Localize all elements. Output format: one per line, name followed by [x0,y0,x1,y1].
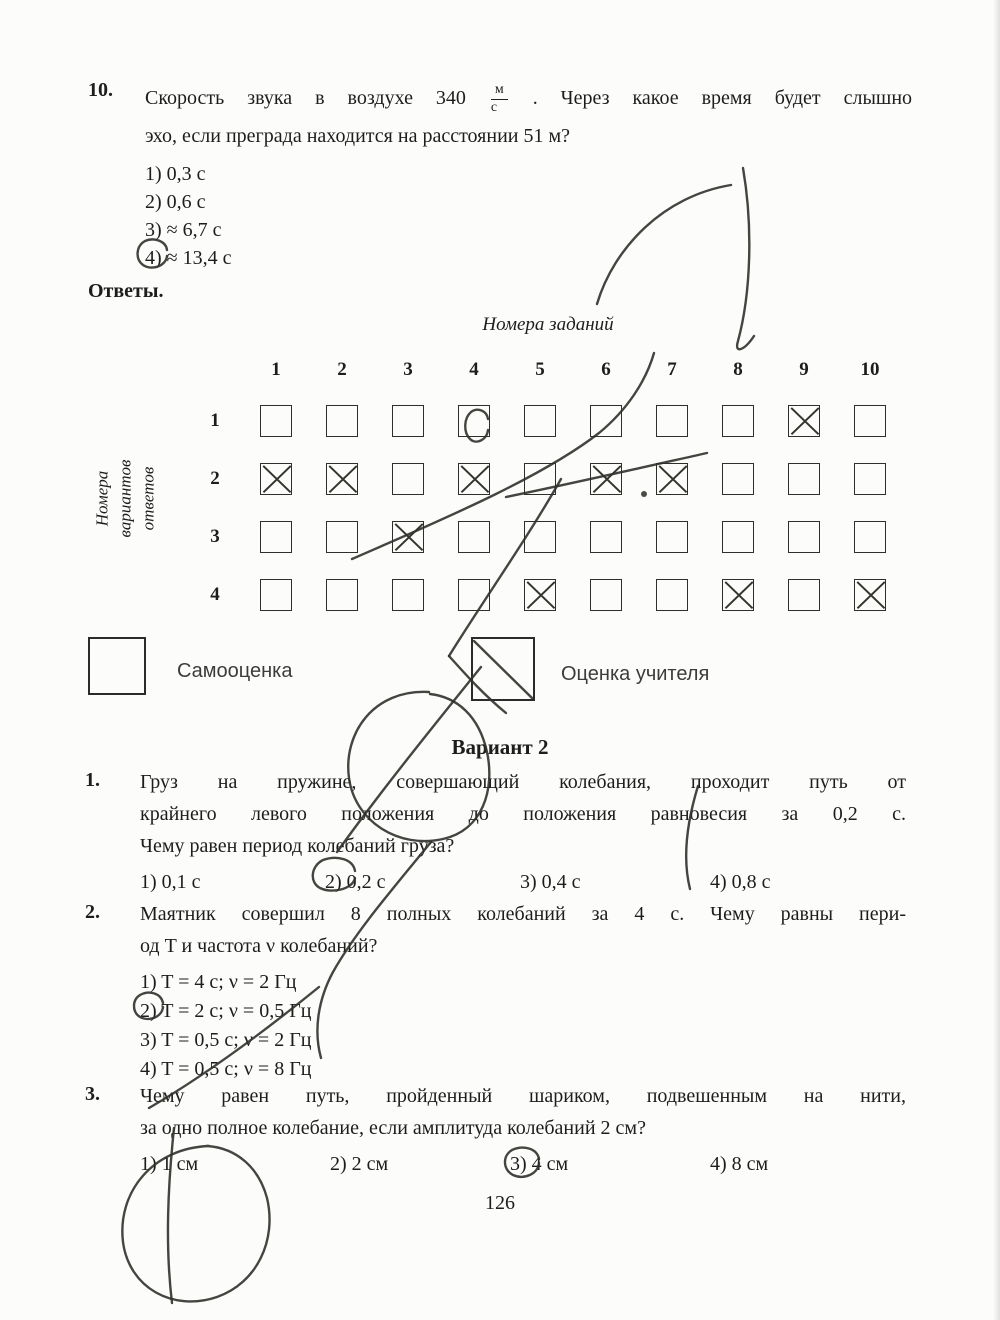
answer-checkbox [260,521,292,553]
option-2: 2) 0,6 с [145,191,206,213]
column-header: 2 [337,359,347,380]
question-text-line: крайнего левого положения до положения равновесия за 0,2 с. [140,803,906,825]
answer-checkbox [458,405,490,437]
row-header: 1 [210,410,220,431]
answers-heading: Ответы. [88,280,164,302]
answer-checkbox [788,521,820,553]
answer-cell [441,392,507,450]
option-4: 4) 0,8 с [710,871,771,893]
option-2: 2) T = 2 с; ν = 0,5 Гц [140,1000,312,1022]
option-3: 3) 4 см [510,1153,569,1175]
task-numbers-title: Номера заданий [482,314,614,335]
column-header: 3 [403,359,413,380]
option-1: 1) 0,3 с [145,163,206,185]
answer-cell [705,450,771,508]
answer-cell [573,392,639,450]
answer-checkbox [458,579,490,611]
teacher-grade-box [471,637,535,701]
answer-cell [243,392,309,450]
answer-cell [573,566,639,624]
answer-cell [507,508,573,566]
answer-cell [375,450,441,508]
answer-cell [375,566,441,624]
question-text-line-1 [145,76,912,120]
answer-checkbox-marked [524,579,556,611]
self-assessment-label: Самооценка [177,660,293,682]
option-3: 3) T = 0,5 с; ν = 2 Гц [140,1029,312,1051]
answer-cell [639,508,705,566]
page-edge-shadow [993,0,1000,1320]
answer-checkbox-marked [590,463,622,495]
option-1: 1) T = 4 с; ν = 2 Гц [140,971,297,993]
answer-cell [243,508,309,566]
answer-cell [639,392,705,450]
answer-checkbox [326,579,358,611]
question-10 [88,76,912,272]
answer-cell [309,566,375,624]
question-number: 10. [88,79,113,101]
column-header: 4 [469,359,479,380]
answer-checkbox [326,521,358,553]
fraction-m-over-s [489,83,510,115]
answer-cell [441,508,507,566]
question-text-line: Маятник совершил 8 полных колебаний за 4 с. Чему равны пери- [140,903,906,925]
row-header: 2 [210,468,220,489]
option-1: 1) 1 см [140,1153,199,1175]
answer-cell [441,566,507,624]
variant-title: Вариант 2 [451,735,549,759]
answer-checkbox-marked [788,405,820,437]
answer-cell [771,392,837,450]
option-3: 3) 0,4 с [520,871,581,893]
option-3: 3) ≈ 6,7 с [145,219,222,241]
question-2 [85,898,906,1084]
answer-cell [507,392,573,450]
question-number: 2. [85,901,100,923]
answer-cell [837,392,903,450]
answer-cell [441,450,507,508]
answer-checkbox [854,521,886,553]
answer-checkbox [524,405,556,437]
answer-cell [309,392,375,450]
answer-cell [837,508,903,566]
answer-checkbox [788,579,820,611]
question-text-line: од T и частота ν колебаний? [140,935,378,957]
answer-checkbox [392,405,424,437]
column-header: 7 [667,359,677,380]
answer-cell [309,508,375,566]
page-number: 126 [485,1192,515,1214]
question-text-line: Чему равен период колебаний груза? [140,835,455,857]
answer-checkbox [722,521,754,553]
answer-cell [639,566,705,624]
option-4: 4) T = 0,5 с; ν = 8 Гц [140,1058,312,1080]
answer-checkbox [656,521,688,553]
question-number: 3. [85,1083,100,1105]
answer-cell [771,566,837,624]
question-text-post: . Через какое время будет слышно [532,87,913,109]
fraction-denominator: с [490,100,498,115]
row-header: 4 [210,584,220,605]
question-10-options [145,160,912,272]
teacher-grade-label: Оценка учителя [561,663,710,685]
answer-checkbox [524,521,556,553]
row-header: 3 [210,526,220,547]
answer-checkbox [392,579,424,611]
answer-checkbox [656,405,688,437]
question-1-options [140,867,906,897]
answer-cell [573,450,639,508]
answer-cell [705,566,771,624]
answer-checkbox [458,521,490,553]
answer-checkbox-marked [392,521,424,553]
answer-checkbox-marked [722,579,754,611]
answer-checkbox-marked [656,463,688,495]
fraction-numerator: м [491,83,508,100]
question-text-pre: Скорость звука в воздухе 340 [145,87,466,109]
question-1 [85,766,906,897]
question-3 [85,1080,906,1179]
answer-checkbox [656,579,688,611]
answer-cell [507,450,573,508]
answer-cell [375,508,441,566]
answer-cell [507,566,573,624]
option-4: 4) ≈ 13,4 с [145,247,232,269]
option-1: 1) 0,1 с [140,871,201,893]
answer-checkbox [854,405,886,437]
answer-cell [705,508,771,566]
answer-cell [639,450,705,508]
column-header: 10 [860,359,880,380]
answers-grid [187,348,903,624]
answer-cell [243,450,309,508]
answer-checkbox-marked [326,463,358,495]
answer-checkbox [788,463,820,495]
answer-checkbox-marked [260,463,292,495]
answer-cell [573,508,639,566]
grid-corner [187,348,243,392]
option-2: 2) 0,2 с [325,871,386,893]
column-header: 6 [601,359,611,380]
answer-variants-title: Номера вариантов ответов [92,459,158,538]
question-2-options [140,968,906,1084]
answer-cell [837,450,903,508]
column-header: 5 [535,359,545,380]
question-text-line-2: эхо, если преграда находится на расстоянии 51 м? [145,125,571,147]
answer-checkbox [590,579,622,611]
answer-cell [837,566,903,624]
question-3-options [140,1149,906,1179]
answer-checkbox [722,405,754,437]
column-header: 1 [271,359,281,380]
self-assessment-box [88,637,146,695]
question-text-line: Чему равен путь, пройденный шариком, подвешенным на нити, [140,1085,906,1107]
option-4: 4) 8 см [710,1153,769,1175]
answer-checkbox [260,579,292,611]
answer-checkbox [392,463,424,495]
question-number: 1. [85,769,100,791]
question-text-line: за одно полное колебание, если амплитуда колебаний 2 см? [140,1117,646,1139]
answer-cell [771,508,837,566]
answer-checkbox [260,405,292,437]
column-header: 8 [733,359,743,380]
option-2: 2) 2 см [330,1153,389,1175]
answer-cell [705,392,771,450]
answer-checkbox [590,521,622,553]
question-text-line: Груз на пружине, совершающий колебания, проходит путь от [140,771,906,793]
answer-checkbox [590,405,622,437]
answer-checkbox [722,463,754,495]
answer-checkbox-marked [458,463,490,495]
answer-cell [771,450,837,508]
answer-checkbox-marked [854,579,886,611]
answer-checkbox [326,405,358,437]
answer-cell [375,392,441,450]
column-header: 9 [799,359,809,380]
answer-checkbox [524,463,556,495]
answer-cell [309,450,375,508]
answer-cell [243,566,309,624]
answer-checkbox [854,463,886,495]
